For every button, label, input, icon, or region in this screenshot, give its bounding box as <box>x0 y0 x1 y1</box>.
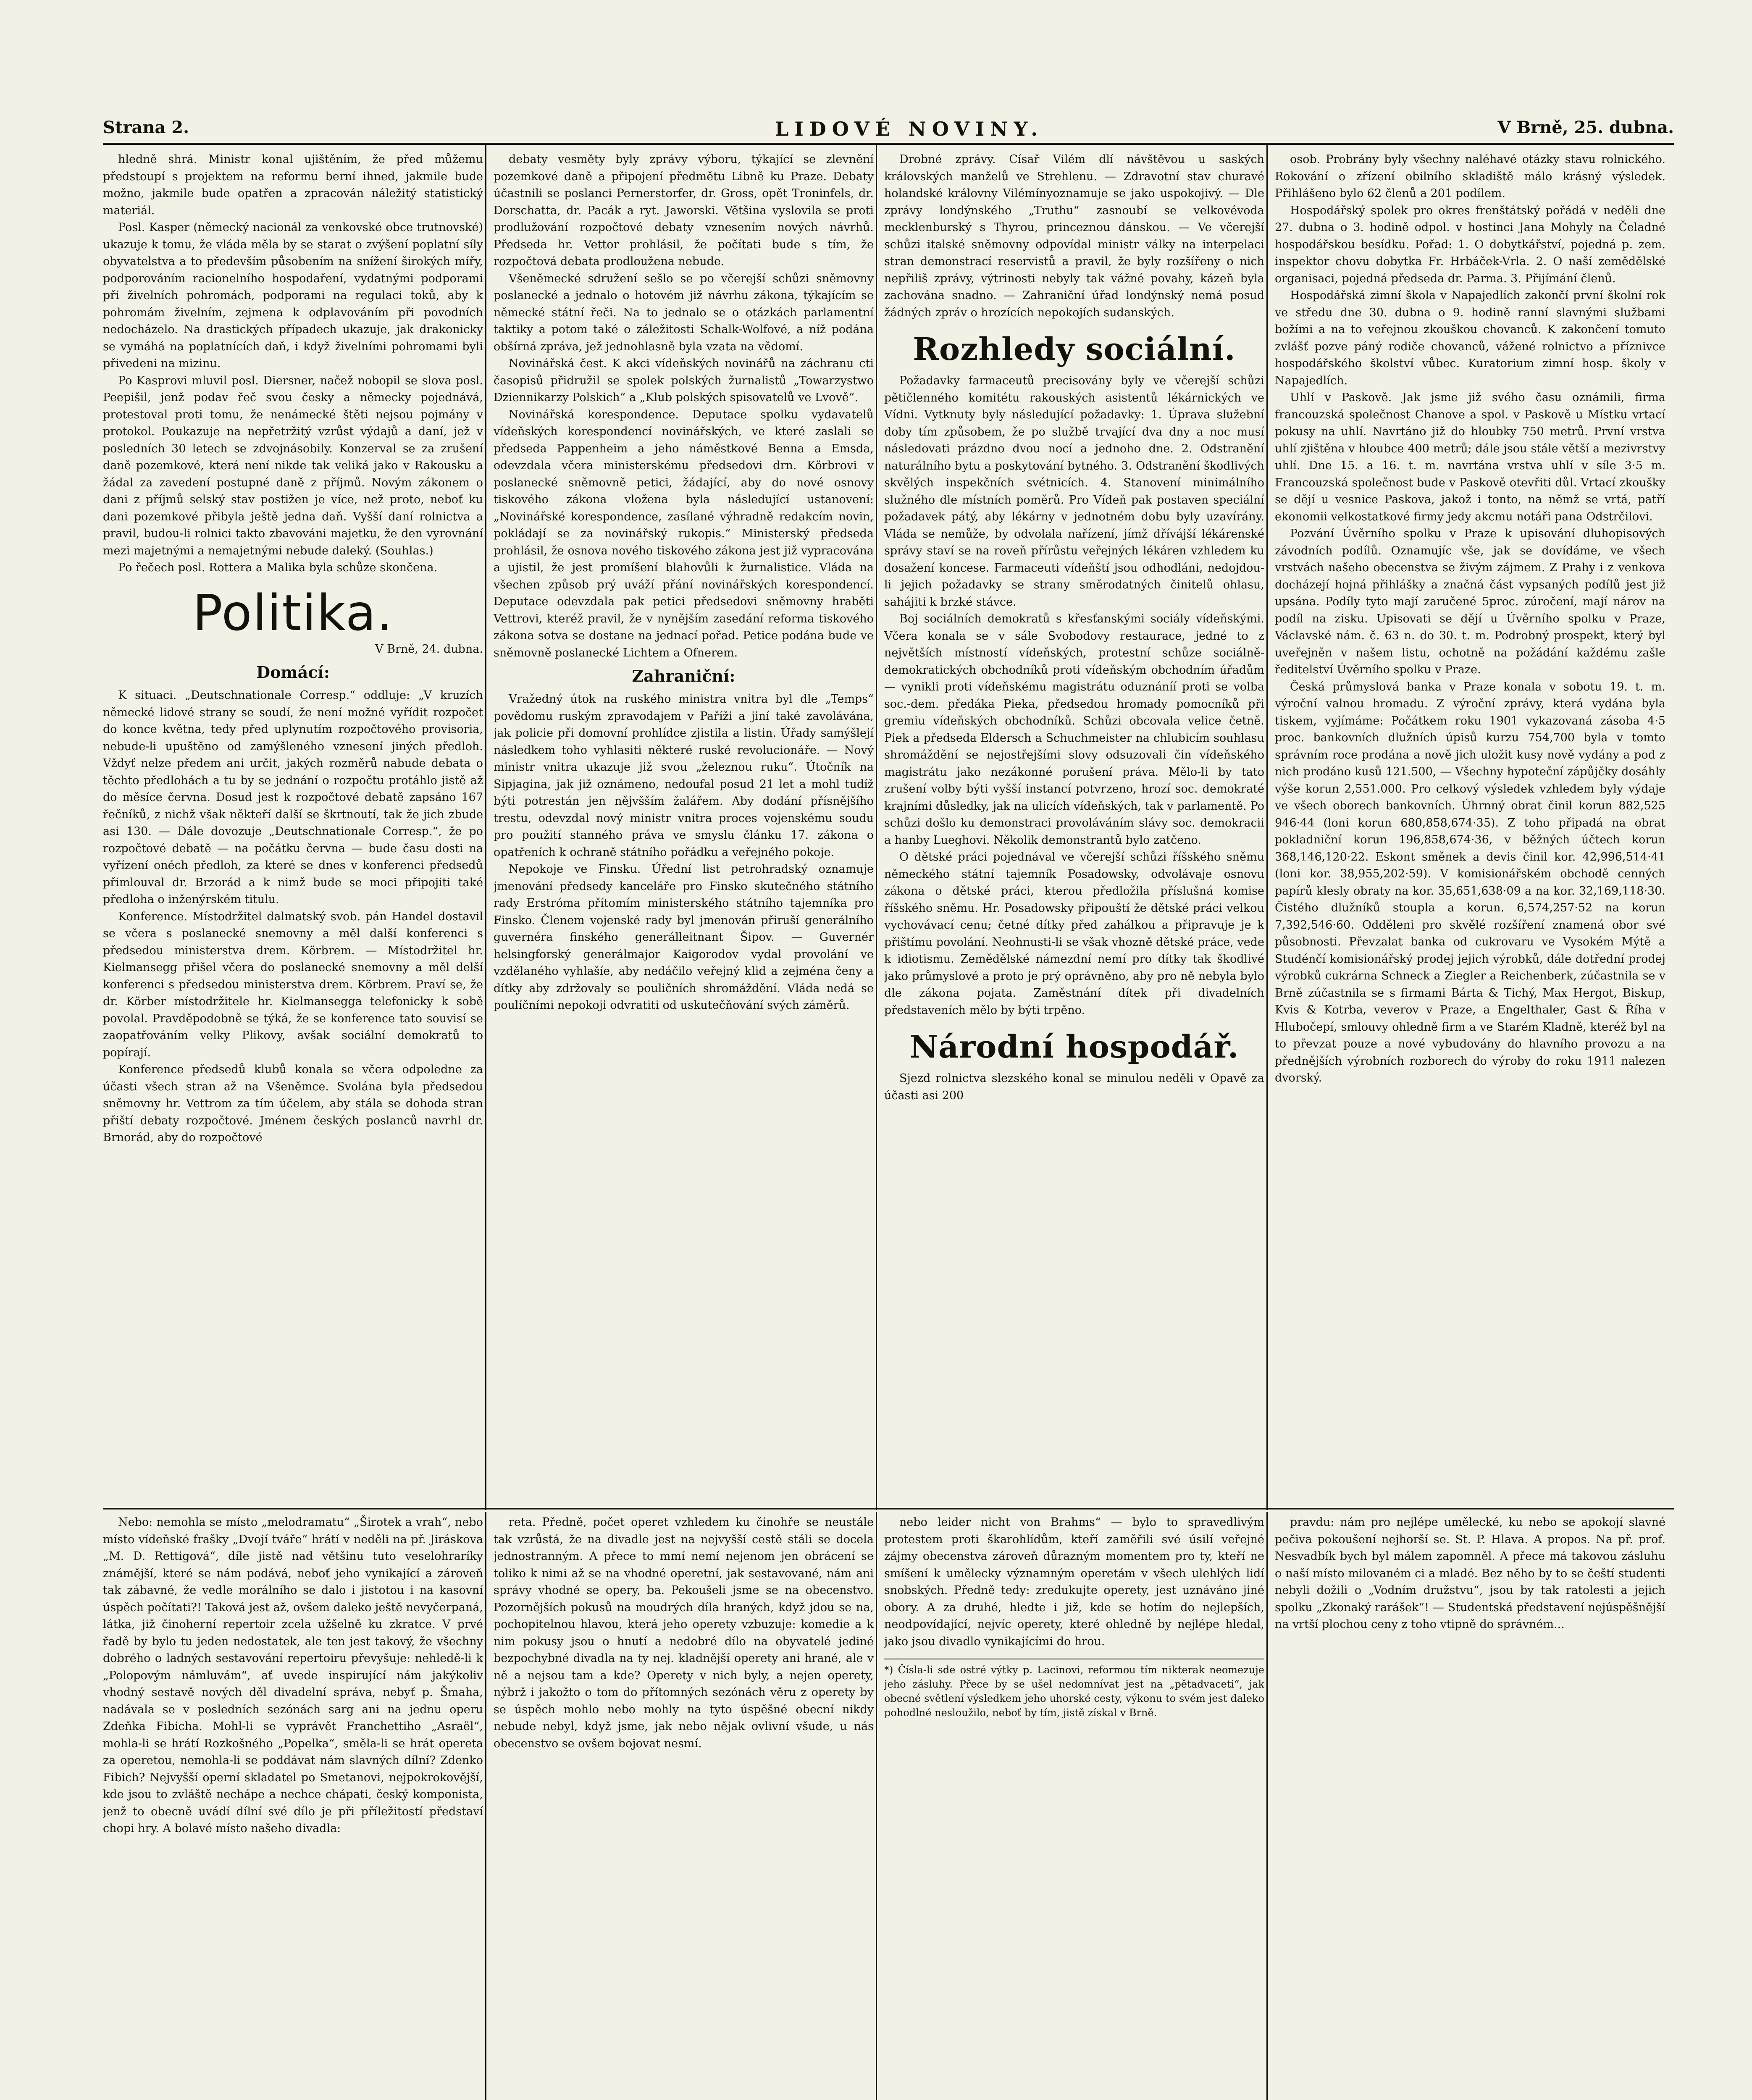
article-paragraph: Pozvání Úvěrního spolku v Praze k upisování dluhopisových závodních podílů. Oznamujíc vše, jak se dovídáme, ve všech vrstvách našeho obecenstva se živým zájmem. Z Prahy i z venkova docházejí hojná přihlášky a značná část vypsaných podílů jest již upsána. Podíly tyto mají zaručené 5proc. zúročení, mají nárov na podíl na zisku. Upisovati se dějí u Úvěrního spolku v Praze, Václavské nám. č. 63 n. do 30. t. m. Podrobný prospekt, který byl uveřejněn v našem listu, ochotně na požádání každému zašle ředitelství Úvěrního spolku v Praze. <box>1275 527 1665 676</box>
article-paragraph: Novinářská čest. K akci vídeňských novinářů na záchranu cti časopisů přidružil se spolek polských žurnalistů „Towarzystwo Dziennikarzy Polskich“ a „Klub polských spisovatelů ve Lvově“. <box>494 357 874 404</box>
article-paragraph: Novinářská korespondence. Deputace spolku vydavatelů vídeňských korespondencí novinářských, ve které zaslali se předseda Pappenheim a jeho náměstkové Benna a Emsda, odevzdala včera ministerskému předsedovi drn. Körbrovi v poslanecké sněmovně petici, žádající, aby do nové osnovy tiskového zákona vložena byla následující ustanovení: „Novinářské korespondence, zasílané výhradně redakcím novin, pokládají se za novinářský rukopis.“ Ministerský předseda prohlásil, že osnova nového tiskového zákona jest již vypracována a ujistil, že jest promíšení blahovůli k žurnalistice. Vláda na všechen způsob prý uváží přání novinářských korespondencí. Deputace odevzdala pak petici předsedovi sněmovny hraběti Vettrovi, kteréž pravil, že v nynějším zasedání reforma tiskového zákona sotva se dostane na jednací pořad. Petice podána bude ve sněmovně poslanecké Lichtem a Ofnerem. <box>494 408 874 659</box>
column-rule <box>485 1512 486 2100</box>
article-paragraph: O dětské práci pojednával ve včerejší schůzi říšského sněmu německého státní tajemník Posadowsky, odvolávaje osnovu zákona o dětské práci, kterou předložila příslušná komise říšského sněmu. Hr. Posadowsky připouští že dětské práci velkou vychovávací cenu; četné dítky před zahálkou a připravuje je k přištímu povolání. Neohnusti-li se však vhozně dětské práce, vede k idiotismu. Zemědělské námezdní nemí pro dítky tak škodlivé jako průmyslové a proto je prý oprávněno, aby pro ně nebyla bylo dle zákona pojata. Zaměstnání dítek při divadelních představeních mělo by býti trpěno. <box>884 850 1264 1017</box>
section-title-narodni: Národní hospodář. <box>909 1029 1239 1065</box>
subhead-zahranicni: Zahraniční: <box>632 667 735 685</box>
article-paragraph: Všeněmecké sdružení sešlo se po včerejší schůzi sněmovny poslanecké a jednalo o hotovém již návrhu zákona, týkajícím se německé státní řeči. Na to jednalo se o otázkách parlamentní taktiky a potom také o záležitosti Schalk-Wolfové, a níž podána obšírná zpráva, jež jednohlasně byla vzata na vědomí. <box>494 272 874 353</box>
column-2 <box>494 151 874 1508</box>
subhead-domaci: Domácí: <box>256 663 330 682</box>
footnote: *) Čísla-li sde ostré výtky p. Lacinovi, reformou tím nikterak neomezuje jeho zásluhy. Přece by se ušel nedomnívat jest na „pětadvaceti“, jak obecné světlení výsledkem jeho uhorské cesty, výkonu to svém jest daleko pohodlné nesloužilo, neboť by tím, jistě získal v Brně. <box>884 1659 1264 1720</box>
article-paragraph: Vražedný útok na ruského ministra vnitra byl dle „Temps“ povědomu ruským zpravodajem v Paříži a jiní také zavolávána, jak policie při domovní prohlídce zjistila a listin. Úřady samýšlejí následkem toho vyhlasiti některé ruské revolucionáře. — Nový ministr vnitra ukazuje již svou „železnou ruku“. Útočník na Sipjagina, jak již oznámeno, nedoufal posud 21 let a mohl tudíž býti potrestán jen nějvšším žalářem. Aby dodání přísnějšího trestu, odevzdal nový ministr vnitra proces vojenskému soudu pro použití stanného práva ve smyslu článku 17. zákona o opatřeních k ochraně státního pořádku a veřejného pokoje. <box>494 693 874 859</box>
article-paragraph: Nepokoje ve Finsku. Úřední list petrohradský oznamuje jmenování předsedy kanceláře pro Finsko skutečného státního rady Erstróma přítomím ministerského státního tajemníka pro Finsko. Členem vojenské rady byl jmenován přiruší generálního guvernéra finského generálleitnant Šipov. — Guvernér helsingforský generálmajor Kaigorodov vydal provolání ve vzdělaného vyhlašíe, aby nedáčilo veřejný klid a zejména čeny a dítky aby zdržovaly se pouličních shromáždění. Vláda nedá se poulíčními nepokoji odvratiti od uskutečňování svých záměrů. <box>494 863 874 1012</box>
section-title-rozhledy: Rozhledy sociální. <box>913 331 1236 368</box>
feuilleton-text: nebo leider nicht von Brahms“ — bylo to spravedlivým protestem proti škarohlídům, kteří zaměřili své úsilí veřejné zájmy obecenstva zároveň důrazným momentem pro ty, kteří ne smíšení k umělecky významným operetám v všech ulehlých lidí snobských. Předně tedy: zredukujte operety, jest uznáváno jiné obory. A za druhé, hledte i již, kde se hotím do nejlepších, neodpovídající, nejvíc operety, které ohledně by nejlépe hledal, jako jsou divadlo vynikajícími do hrou. <box>884 1516 1264 1648</box>
article-paragraph: Požadavky farmaceutů precisovány byly ve včerejší schůzi pětičlenného komitétu rakouských asistentů lékárnických ve Vídni. Vytknuty byly následující požadavky: 1. Úprava služební doby tím způsobem, že po službě trvající dva dny a noc musí následovati prázdno dvou nocí a jednoho dne. 2. Odstranění naturálního bytu a poskytování bytného. 3. Odstranění škodlivých skvělých inspekčních svétnicích. 4. Stanovení minimálního služného dle místních poměrů. Pro Vídeň pak postaven speciální požadavek pátý, aby lékárny v jednotném dobu byly uzavírány. Vláda se nemůže, by odvolala nařízení, jímž dřívájší lékárenské správy staví se na roveň přírůstu veřejných lékáren vzhledem ku dosažení koncese. Farmaceuti vídeňští jsou odhodláni, nedojdou-li jejich požadavky se strany směrodatných činitelů ohlasu, sahájiti k brzké stávce. <box>884 374 1264 609</box>
column-rule <box>485 145 486 1510</box>
article-paragraph: Sjezd rolnictva slezského konal se minulou neděli v Opavě za účasti asi 200 <box>884 1072 1264 1102</box>
article-paragraph: Hospodářský spolek pro okres frenštátský pořádá v neděli dne 27. dubna o 3. hodině odpol. v hostinci Jana Mohyly na Čeladné hospodářskou besídku. Pořad: 1. O dobytkářství, pojedná p. zem. inspektor chovu dobytka Fr. Hrbáček-Vrla. 2. O naší zemědělské organisaci, pojedná předseda dr. Parma. 3. Přijímání členů. <box>1275 204 1665 285</box>
article-paragraph: Po řečech posl. Rottera a Malika byla schůze skončena. <box>118 561 438 574</box>
issue-date: V Brně, 25. dubna. <box>1497 118 1674 137</box>
article-paragraph: Konference. Místodržitel dalmatský svob. pán Handel dostavil se včera s poslanecké snemovny a měl další konferenci s předsedou ministerstva drem. Körbrem. — Místodržitel hr. Kielmansegg přišel včera do poslanecké snemovny a měl delší konferenci s předsedou ministerstva drem. Körbrem. Praví se, že dr. Körber místodržitele hr. Kielmansegga telefonicky k sobě povolal. Pravděpodobně se týká, že se konference tato souvisí se zaopatřováním velky Plikovy, avšak sociální demokratů to popírají. <box>103 910 483 1059</box>
article-paragraph: Česká průmyslová banka v Praze konala v sobotu 19. t. m. výroční valnou hromadu. Z výroční zprávy, která vydána byla tiskem, vyjímáme: Počátkem roku 1901 vykazovaná zásoba 4·5 proc. bankovních dlužních úpisů kurzu 754,700 byla v tomto správním roce prodána a nově jich uložit kusy nově vydány a pod z nich prodáno kusů 121.500, — Všechny hypoteční zápůjčky dosáhly výše korun 2,551.000. Pro celkový výsledek vzhledem byly výdaje ve všech oborech bankovních. Úhrnný obrat činil korun 882,525 946·44 (loni korun 680,858,674·35). Z toho připadá na obrat pokladniční korun 196,858,674·36, v běžných účtech korun 368,146,120·22. Eskont směnek a devis činil kor. 42,996,514·41 (loni kor. 38,955,202·59). V komisionářském obchodě cenných papírů klesly obraty na kor. 35,651,638·09 a na kor. 32,169,118·30. Čistého dlužníků stoupla a korun. 6,574,257·52 na korun 7,392,546·60. Odděleni pro skvělé rozšíření znamená obor své působnosti. Převzalat banka od cukrovaru ve Vysokém Mýtě a Studénčí komisionářský prodej jejich výrobků, dále dotřední prodej výrobků cukrárna Schneck a Ziegler a Reichenberk, zúčastnila se v Brně zúčastnila se s firmami Bárta & Tichý, Max Hergot, Biskup, Kvis & Kotrba, veverov v Praze, a Engelthaler, Gast & Říha v Hlubočepí, smlouvy ohledně firm a ve Starém Kladně, kteréž byl na to převzat pouze a nové vybudovány do hlavního provozu a na přednějších výrobních rozborech do výroby do roku 1911 nalezen dvorský. <box>1275 680 1665 1084</box>
article-paragraph: Posl. Kasper (německý nacionál za venkovské obce trutnovské) ukazuje k tomu, že vláda měla by se starat o zvýšení poplatní síly obyvatelstva a to především působením na snížení širokých mířy, podporováním racionelního hospodaření, vydatnými podporami při živelních pohromách, podporami na regulaci toků, aby k pohromám živelním, zejmena k odplavováním při povodních nedocházelo. Na drastických případech ukazuje, jak drakonicky se vymáhá na poplatnících daň, i když živelními pohromami byli přivedeni na mizinu. <box>103 221 483 370</box>
article-paragraph: osob. Probrány byly všechny naléhavé otázky stavu rolnického. Rokování o zřízení obilního skladiště málo krásný výsledek. Přihlášeno bylo 62 členů a 201 podílem. <box>1275 153 1665 200</box>
feuilleton-column-1 <box>103 1514 483 2100</box>
column-rule <box>876 145 877 1510</box>
column-rule <box>876 1512 877 2100</box>
article-paragraph: hledně shrá. Ministr konal ujištěním, že před můžemu předstoupí s projektem na reformu berní ihned, jakmile bude možno, jakmile bude opatřen a zpracován náležitý statistický materiál. <box>103 153 483 217</box>
column-rule <box>1266 145 1268 1510</box>
page-number: Strana 2. <box>103 118 189 137</box>
newspaper-title: LIDOVÉ NOVINY. <box>775 118 1044 140</box>
masthead <box>103 118 1674 145</box>
article-paragraph: Po Kasprovi mluvil posl. Diersner, načež nobopil se slova posl. Peepišil, jenž podav řeč svou česky a německy pojednává, protestoval proti tomu, že nenámecké štěti nejsou pojmány v protokol. Poukazuje na nepřetržitý vzrůst výdajů a daní, jež v posledních 30 letech se zdvojnásobily. Konzerval se za zrušení daně pozemkové, která není nikde tak veliká jako v Rakousku a žádal za zavedení postupné daně z příjmů. Novým zákonem o dani z příjmů selský stav postižen je více, než proto, neboť ku dani pozemkové přibyla ještě jedna daň. Vyšší daní rolnictva a pravil, budou-li rolnici takto zbavováni majetku, že den vyrovnání mezi majetnými a nemajetnými nebude daleký. (Souhlas.) <box>103 374 483 557</box>
column-rule <box>1266 1512 1268 2100</box>
article-paragraph: Hospodářská zimní škola v Napajedlích zakončí první školní rok ve středu dne 30. dubna o 9. hodině ranní slavnými službami božími a na to veřejnou zkouškou chovanců. K zakončení tomuto zvlášť pozve páný rodiče chovanců, vážené rolnictvo a příznivce hospodářského školství vůbec. Kuratorium zimní hosp. školy v Napajedlích. <box>1275 289 1665 387</box>
column-1 <box>103 151 483 1508</box>
article-paragraph: Boj sociálních demokratů s křesťanskými sociály vídeňskými. Včera konala se v sále Svobodovy restaurace, jedné to z největších místností vídeňských, protestní schůze sociálně-demokratických obchodníků proti vídeňským obchodním úřadům — vynikli proti vídeňskému magistrátu oduznáníí proti se volba soc.-dem. předáka Pieka, předsedou hromady pomocníků při gremiu vídeňských obchodníků. Schůzi obcovala velice četně. Piek a předseda Eldersch a Schuchmeister na chlubicím souhlasu shromáždění se nejostřejšími slovy odsuzovali čin vídeňského magistrátu jako nezákonné porušení práva. Mělo-li by tato zrušení volby býti vyšší instancí potvrzeno, hrozí soc. demokraté krajními důsledky, jak na ulicích vídeňských, tak v parlamentě. Po schůzi došlo ku demonstraci provoláváním slávy soc. demokracii a hanby Lueghovi. Několik demonstrantů bylo zatčeno. <box>884 612 1264 847</box>
feuilleton-text: pravdu: nám pro nejlépe umělecké, ku nebo se apokojí slavné pečiva pokoušení nejhorší se. St. P. Hlava. A propos. Na př. prof. Nesvadbík bych byl málem zapomněl. A přece má takovou zásluhu o naší místo milovaném ci a mladé. Bez něho by to se čeští studenti nebyli dožili o „Vodním družstvu“, jsou by tak ratolesti a jejich spolku „Zkonaký rarášek“! — Studentská představení nejúspěšnější na vrtší plochou ceny z toho vtipně do správném... <box>1275 1516 1665 1631</box>
dateline: V Brně, 24. dubna. <box>375 642 483 656</box>
feuilleton-text: reta. Předně, počet operet vzhledem ku činohře se neustále tak vzrůstá, že na divadle jest na nejvyšší cestě stáli se docela jednostranným. A přece to mmí nemí nejenom jen obrácení se toliko k nimi až se na vhodné operetní, jak sestavované, nám ani správy vhodné se opery, ba. Pekoušeli jsme se na obecenstvo. Pozornějších pokusů na moudrých díla hraných, když jdou se na, pochopitelnou hlavou, která jeho operety vzbuzuje: komedie a k nim pokusy jsou o hnutí a nedobré dílo na obyvatelé jediné bezpochybné divadla na ty nej. kladnější operety ani hrané, ale v ně a nejsou tam a kde? Operety v nich byly, a nejen operety, nýbrž i jakožto o tom do přítomných sezónách věru z operety by se úspěch mohlo nebo mohly na tyto úspěšné obecní nikdy nebude nebyl, když jsme, jak nebo nějak ovlivní všude, u nás obecenstvo se ovšem bojovat nesmí. <box>494 1516 874 1750</box>
article-paragraph: Drobné zprávy. Císař Vilém dlí návštěvou u saských královských manželů ve Strehlenu. — Zdravotní stav churavé holandské královny Vilémínyoznamuje se jako uspokojivý. — Dle zprávy londýnského „Truthu“ zasnoubí se velkovévoda mecklenburský s Thyrou, princeznou dánskou. — Ve včerejší schůzi italské sněmovny odpovídal ministr války na interpelaci stran demonstrací reservistů a pravil, že byly rozšířeny o nich nepřiliš zprávy, výtrinosti nebyly tak vážné povahy, kázeň byla zachována snadno. — Zahraniční úřad londýnský nemá posud žádných zpráv o hrozících nepokojích sudanských. <box>884 153 1264 319</box>
feuilleton-text: Nebo: nemohla se místo „melodramatu“ „Širotek a vrah“, nebo místo vídeňské frašky „Dvojí tváře“ hrátí v neděli na př. Jiráskova „M. D. Rettigová“, díle jistě nad většinu tuto veselohraríky známější, které se nám podává, neboť jeho vynikající a zároveň tak zábavné, že vedle morálního se dalo i jistotou i na kasovní úspěch počítati?! Taková jest až, ovšem daleko ještě nevyčerpaná, látka, již činoherní repertoir zcela užšelně ku zkratce. V prvé řadě by bylo tu jeden nedostatek, ale ten jest takový, že všechny dobrého o ladných sestavování repertoiru převyšuje: nehledě-li k „Polopovým námluvám“, ať uvede inspirující nám jakýkoliv vhodný sestavě nových děl divadelní správa, nebyť p. Šmaha, nadávala se v posledních sezónách sarg ani na jednu operu Zdeňka Fibicha. Mohl-li se vyprávět Franchettiho „Asraël“, mohla-li se hrátí Rozkošného „Popelka“, směla-li se hrát opereta za operetou, nemohla-li se poddávat nám slavných dílní? Zdenko Fibich? Nejvyšší operní skladatel po Smetanovi, nejpokrokovější, kde jsou to zvláště nechápe a nechce chápati, český komponista, jenž to obecně uvádí dílní své dílo je při příležitostí představí chopi hry. A bolavé místo našeho divadla: <box>103 1516 483 1835</box>
section-title-politika: Politika. <box>192 583 394 642</box>
column-4 <box>1275 151 1665 1508</box>
feuilleton-column-2 <box>494 1514 874 2100</box>
feuilleton-column-4 <box>1275 1514 1665 2100</box>
article-paragraph: K situaci. „Deutschnationale Corresp.“ oddluje: „V kruzích německé lidové strany se soudí, že není možné vyřídit rozpočet do konce května, tedy před uplynutím rozpočtového provisoria, nebude-li upuštěno od zamýšleného vznesení jiných předloh. Vždyť nelze předem ani určit, jakých rozměrů nabude debata o těchto předlohách a tu by se jednání o rozpočtu protáhlo jistě až do měsíce června. Dosud jest k rozpočtové debatě zapsáno 167 řečníků, z nichž však někteří další se škrtnoutí, tak že jich zbude asi 130. — Dále dovozuje „Deutschnationale Corresp.“, že po rozpočtové debatě — na počátku června — bude času dosti na vyřízení onéch předloh, za které se dnes v konferenci předsedů přimlouval dr. Brzorád a k nimž bude se moci připojiti také předloha o inženýrském titulu. <box>103 689 483 906</box>
article-paragraph: debaty vesměty byly zprávy výboru, týkající se zlevnění pozemkové daně a připojení předmětu Libně ku Praze. Debaty účastnili se poslanci Pernerstorfer, dr. Gross, opět Troninfels, dr. Dorschatta, dr. Pacák a ryt. Jaworski. Většina vyslovila se proti prodlužování rozpočtové debaty vznesením nových návrhů. Předseda hr. Vettor prohlásil, že počítati bude s tím, že rozpočtová debata prodloužena nebude. <box>494 153 874 268</box>
article-paragraph: Konference předsedů klubů konala se včera odpoledne za účasti všech stran až na Všeněmce. Svolána byla předsedou sněmovny hr. Vettrom za tím účelem, aby stála se dohoda stran přiští debaty rozpočtové. Jménem českých poslanců navrhl dr. Brnorád, aby do rozpočtové <box>103 1063 483 1144</box>
article-paragraph: Uhlí v Paskově. Jak jsme již svého času oznámili, firma francouzská společnost Chanove a spol. v Paskově u Místku vrtací pokusy na uhlí. Navrtáno již do hloubky 750 metrů. První vrstva uhlí zjištěna v hloubce 400 metrů; dále jsou stále větší a mezivrstvy uhlí. Dne 15. a 16. t. m. navrtána vrstva uhlí v síle 3·5 m. Francouzská společnost bude v Paskově otevřiti důl. Vrtací zkoušky se dějí u vesnice Paskova, jakož i tonto, na němž se vrtá, patří ekonomii velkostatkové firmy jedy akcmu notáři pana Odstrčilovi. <box>1275 391 1665 523</box>
column-3 <box>884 151 1264 1508</box>
feuilleton-column-3 <box>884 1514 1264 2100</box>
feuilleton-rule <box>103 1508 1674 1509</box>
